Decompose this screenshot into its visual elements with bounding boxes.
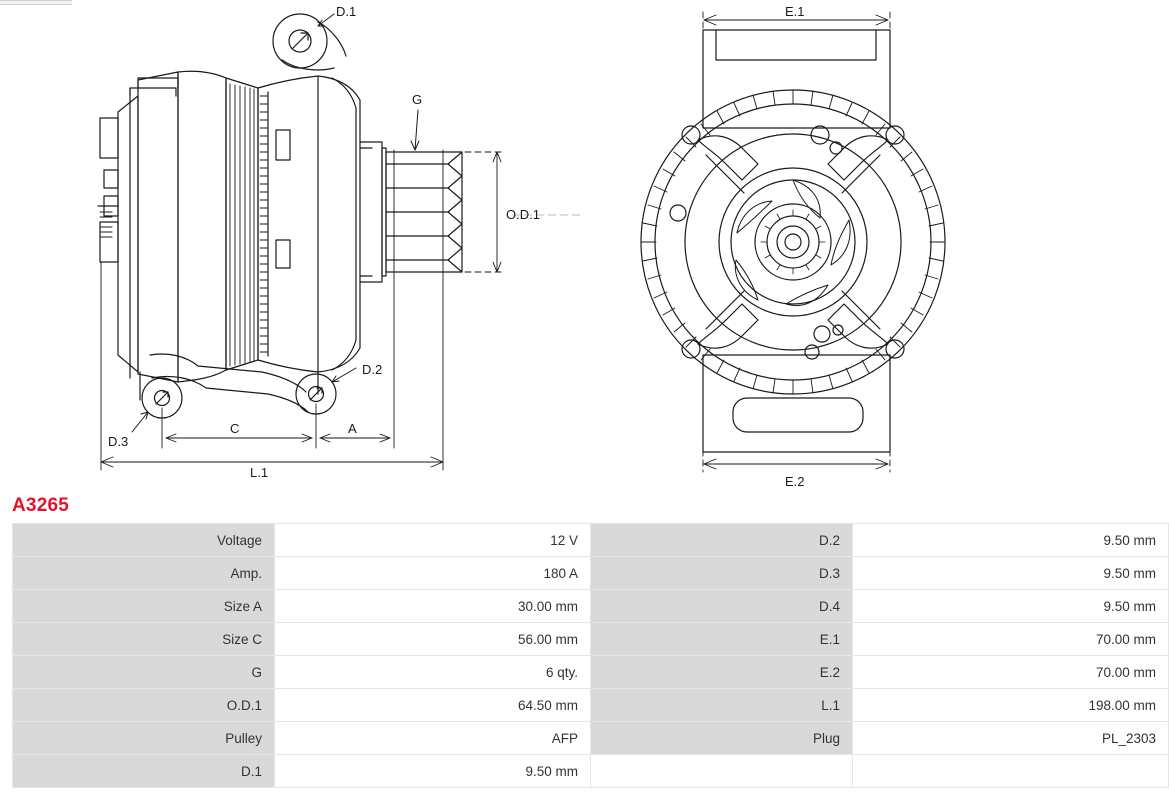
spec-value: 64.50 mm (275, 689, 591, 722)
spec-label: Plug (591, 722, 853, 755)
spec-value: PL_2303 (853, 722, 1169, 755)
table-row (13, 656, 1169, 689)
table-row (13, 590, 1169, 623)
spec-value: 180 A (275, 557, 591, 590)
spec-label: D.3 (591, 557, 853, 590)
spec-label: D.4 (591, 590, 853, 623)
table-row (13, 557, 1169, 590)
label-d1: D.1 (336, 4, 357, 19)
label-od1: O.D.1 (506, 207, 540, 222)
label-c: C (230, 421, 240, 436)
table-row (13, 689, 1169, 722)
spec-label-empty (591, 755, 853, 788)
table-row (13, 755, 1169, 788)
spec-value: 12 V (275, 524, 591, 557)
side-view-group (98, 14, 580, 470)
spec-value: 9.50 mm (275, 755, 591, 788)
spec-value: AFP (275, 722, 591, 755)
spec-label: E.2 (591, 656, 853, 689)
specification-table (12, 523, 1169, 788)
label-a: A (348, 421, 357, 436)
spec-label: Voltage (13, 524, 275, 557)
spec-value-empty (853, 755, 1169, 788)
spec-value: 30.00 mm (275, 590, 591, 623)
spec-value: 70.00 mm (853, 656, 1169, 689)
front-view-group (641, 12, 945, 472)
spec-label: G (13, 656, 275, 689)
spec-label: E.1 (591, 623, 853, 656)
spec-value: 9.50 mm (853, 590, 1169, 623)
label-e1: E.1 (785, 4, 805, 19)
spec-label: D.1 (13, 755, 275, 788)
spec-value: 9.50 mm (853, 557, 1169, 590)
label-e2: E.2 (785, 474, 805, 489)
spec-label: Size A (13, 590, 275, 623)
label-l1: L.1 (250, 465, 269, 480)
table-row (13, 623, 1169, 656)
table-row (13, 524, 1169, 557)
label-g: G (412, 92, 423, 107)
label-d2: D.2 (362, 362, 383, 377)
spec-label: L.1 (591, 689, 853, 722)
spec-value: 198.00 mm (853, 689, 1169, 722)
spec-label: Size C (13, 623, 275, 656)
spec-table-container (0, 523, 1156, 788)
spec-value: 6 qty. (275, 656, 591, 689)
spec-value: 70.00 mm (853, 623, 1169, 656)
part-number: A3265 (12, 495, 69, 516)
spec-label: Amp. (13, 557, 275, 590)
spec-value: 56.00 mm (275, 623, 591, 656)
spec-value: 9.50 mm (853, 524, 1169, 557)
spec-label: O.D.1 (13, 689, 275, 722)
label-d3: D.3 (108, 434, 129, 449)
spec-label: Pulley (13, 722, 275, 755)
spec-label: D.2 (591, 524, 853, 557)
table-row (13, 722, 1169, 755)
